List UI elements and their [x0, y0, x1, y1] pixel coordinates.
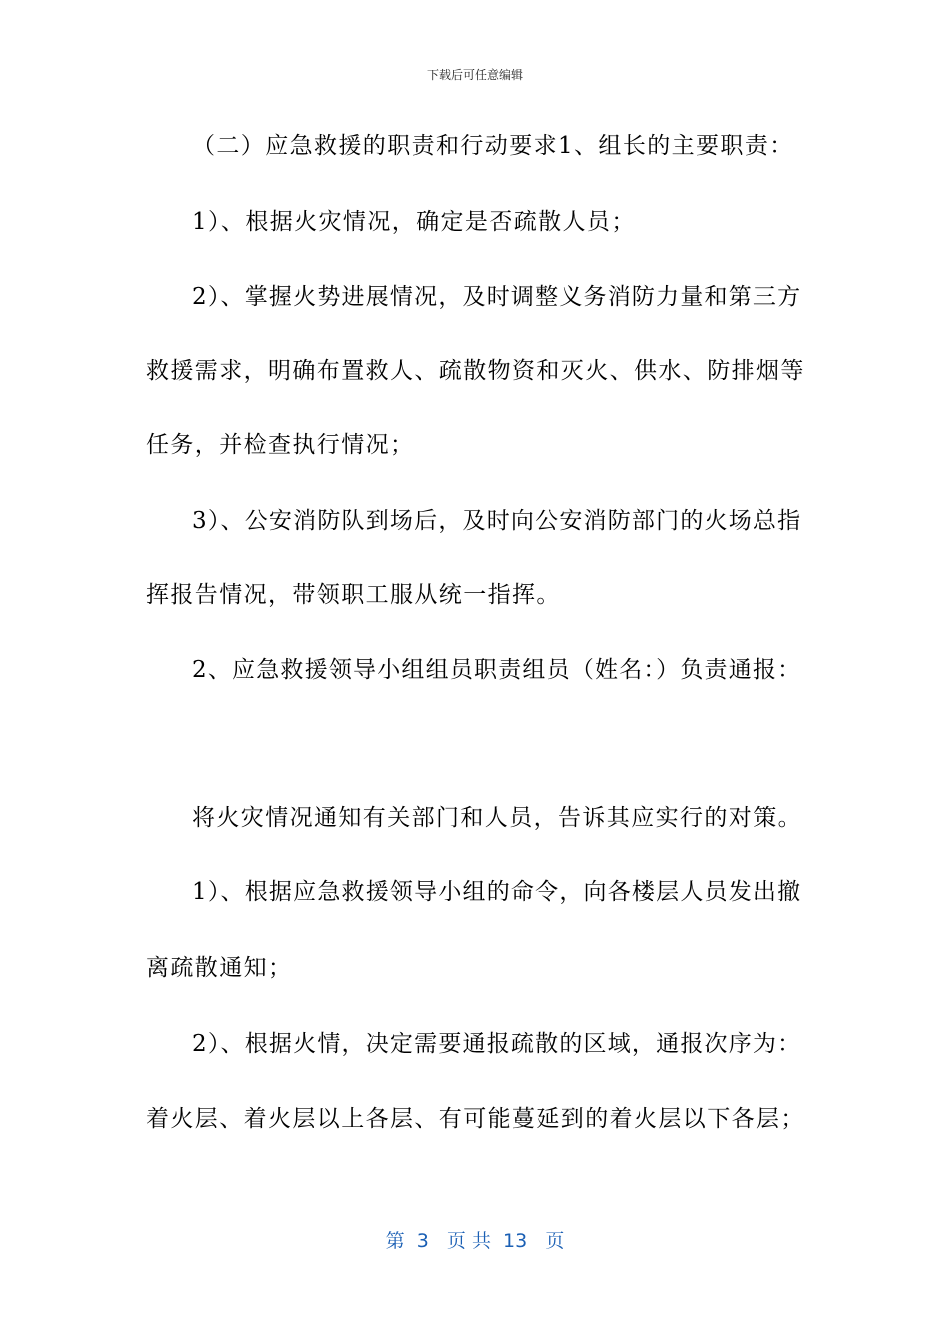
paragraph-line: 救援需求，明确布置救人、疏散物资和灭火、供水、防排烟等	[146, 358, 805, 384]
paragraph-line: 离疏散通知；	[146, 955, 293, 981]
paragraph-line: 1）、根据火灾情况，确定是否疏散人员；	[192, 209, 636, 235]
paragraph-line: 挥报告情况，带领职工服从统一指挥。	[146, 582, 561, 608]
paragraph-line: 2、应急救援领导小组组员职责组员（姓名：）负责通报：	[192, 657, 802, 683]
paragraph-line: 着火层、着火层以上各层、有可能蔓延到的着火层以下各层；	[146, 1106, 805, 1132]
page-number-footer: 第 3 页 共 13 页	[385, 1230, 565, 1252]
paragraph-line: 1）、根据应急救援领导小组的命令，向各楼层人员发出撤	[192, 879, 802, 905]
paragraph-line: 将火灾情况通知有关部门和人员，告诉其应实行的对策。	[192, 805, 802, 831]
paragraph-line: 任务，并检查执行情况；	[146, 432, 415, 458]
page-header-note: 下载后可任意编辑	[426, 68, 523, 82]
paragraph-line: 3）、公安消防队到场后，及时向公安消防部门的火场总指	[192, 508, 802, 534]
paragraph-line: （二）应急救援的职责和行动要求1、组长的主要职责：	[192, 133, 794, 159]
paragraph-line: 2）、掌握火势进展情况，及时调整义务消防力量和第三方	[192, 284, 802, 310]
paragraph-line: 2）、根据火情，决定需要通报疏散的区域，通报次序为：	[192, 1031, 802, 1057]
